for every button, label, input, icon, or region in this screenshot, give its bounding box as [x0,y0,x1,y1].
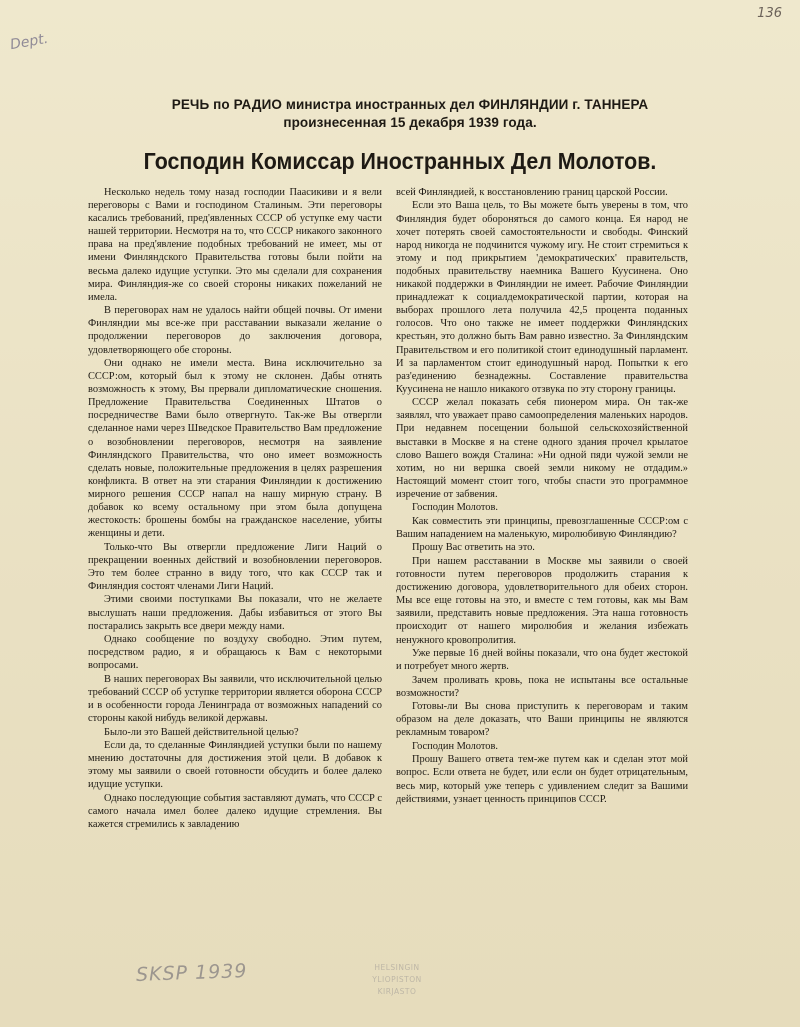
handwritten-archive-code: SKSP 1939 [135,960,248,986]
paragraph: Они однако не имели места. Вина исключительно за СССР:ом, который был к этому не склонен. Дабы отнять возможность к этому, Вы прервали дипломатические сношения. Предложение Правительства Соединенных Штатов о посредничестве Вами было отвергнуто. Так-же Вы отвергли сделанное нами через Шведское Правительство Вам предложение о возобновлении переговоров, несмотря на заявление Финляндского Правительства, что оно имеет возможность сделать новые, положительные предложения в целях разрешения конфликта. В ответ на эти старания Финляндии к достижению мирного решения СССР напал на нашу мирную страну. В добавок ко всему остальному при этом была допущена жестокость: брошены бомбы на гражданское население, убиты женщины и дети. [88,358,382,540]
paragraph: Как совместить эти принципы, превозглашенные СССР:ом с Вашим нападением на маленькую, миролюбивую Финляндию? [396,515,688,540]
library-stamp-line: YLIOPISTON [372,975,422,984]
paragraph: Господин Молотов. [412,502,499,514]
handwritten-note: Dept. [8,30,50,54]
paragraph: Только-что Вы отвергли предложение Лиги Наций о прекращении военных действий и возобновлении переговоров. Это тем более странно в виду того, что как СССР так и Финляндия состоят членами Лиги Наций. [88,541,382,592]
paragraph: Однако сообщение по воздуху свободно. Этим путем, посредством радио, я и обращаюсь к Вам с некоторыми вопросами. [88,634,382,672]
paragraph: В наших переговорах Вы заявили, что исключительной целью требований СССР об уступке территории является оборона СССР и в особенности города Ленинграда от возможных нападений со стороны какой нибудь великой державы. [88,673,382,725]
right-column [396,186,688,806]
paragraph: СССР желал показать себя пионером мира. Он так-же заявлял, что уважает право самоопределения маленьких народов. При недавнем посещении большой сельскохозяйственной выставки в Москве я на стене одного здания прочел крылатое слово Вашего вождя Сталина: »Ни одной пяди чужой земли не хотим, но ни вершка своей земли никому не отдадим.» Настоящий момент стоит того, чтобы спасти это программное изречение от забвения. [396,397,688,500]
library-stamp-line: KIRJASTO [377,987,417,996]
library-stamp-line: HELSINGIN [374,963,420,972]
paragraph: Если это Ваша цель, то Вы можете быть уверены в том, что Финляндия будет обороняться до самого конца. Ея народ не хочет потерять своей самостоятельности и свободы. Финский народ никогда не подчинится чужому игу. Не стоит стремиться к этому и под прикрытием 'демократических' правительств, подобных правительству наемника Вашего Куусинена. Оно никакой поддержки в Финляндии не имеет. Рабочие Финляндии принадлежат к социалдемократической партии, которая на выборах прошлого лета получила 42,5 процента поданных голосов. Что оно также не имеет поддержки Финляндских крестьян, это должно быть Вам равно известно. За Финляндским Правительством и его политикой стоит единодушный парламент. И за парламентом стоит единодушный народ. Попытки к его раз'единению безнадежны. Составление правительства Куусинена не нашло никакого отзвука по эту сторону границы. [396,200,688,395]
paragraph: Прошу Вашего ответа тем-же путем как и сделан этот мой вопрос. Если ответа не будет, или если он будет отрицательным, весь мир, который уже теперь с удивлением следит за Вашими действиями, узнает ценность принципов СССР. [396,754,688,805]
paragraph: Несколько недель тому назад господии Паасикиви и я вели переговоры с Вами и господином Сталиным. Эти переговоры касались требований, пред'явленных СССР об уступке ему части нашей территории. Несмотря на то, что СССР никакого законного права на пред'явление подобных требований не имеет, мы от имени Финляндского Правительства готовы были пойти на весьма далеко идущие уступки. Это мы сделали для сохранения мира. Финляндия-же со своей стороны никаких пожеланий не имела. [88,187,382,303]
left-column [88,186,382,832]
paragraph: всей Финляндией, к восстановлению границ царской России. [396,187,668,198]
paragraph: В переговорах нам не удалось найти общей почвы. От имени Финляндии мы все-же при расставании выказали желание о продолжении переговоров до заключения договора, удовлетворяющего обе стороны. [88,305,382,356]
main-title: Господин Комиссар Иностранных Дел Молотов. [143,148,657,174]
document-header [110,96,710,132]
paragraph: Уже первые 16 дней войны показали, что она будет жестокой и потребует много жертв. [396,648,688,673]
paragraph: Если да, то сделанные Финляндией уступки были по нашему мнению достаточны для достижения этой цели. В добавок к этому мы заявили о своей готовности обсудить и более далеко идущие уступки. [88,740,382,791]
paragraph: Господин Молотов. [412,740,499,752]
header-line-1: РЕЧЬ по РАДИО министра иностранных дел ФИНЛЯНДИИ г. ТАННЕРА [171,97,649,112]
paragraph: Зачем проливать кровь, пока не испытаны все остальные возможности? [396,674,688,699]
page-number: 136 [757,6,782,21]
paragraph: Этими своими поступками Вы показали, что не желаете выслушать наши предложения. Дабы избавиться от этого Вы постарались закрыть все двери между нами. [88,594,382,632]
header-line-2: произнесенная 15 декабря 1939 года. [283,115,537,130]
paragraph: При нашем расставании в Москве мы заявили о своей готовности путем переговоров продолжить старания к достижению договора, удовлетворительного для обеих сторон. Мы все еще готовы на это, и вместе с тем готовы, как мы Вам заявили, представить новые предложения. Эта наша готовность происходит от нашего миролюбия и желания избежать ненужного кровопролития. [396,555,688,646]
paragraph: Готовы-ли Вы снова приступить к переговорам и таким образом на деле доказать, что Ваши принципы не являются рекламным товаром? [396,701,688,739]
library-stamp [352,962,442,998]
paragraph: Однако последующие события заставляют думать, что СССР с самого начала имел более далеко идущие стремления. Вы кажется стремились к завладению [88,792,382,831]
paragraph: Было-ли это Вашей действительной целью? [104,726,299,738]
paragraph: Прошу Вас ответить на это. [412,542,535,554]
